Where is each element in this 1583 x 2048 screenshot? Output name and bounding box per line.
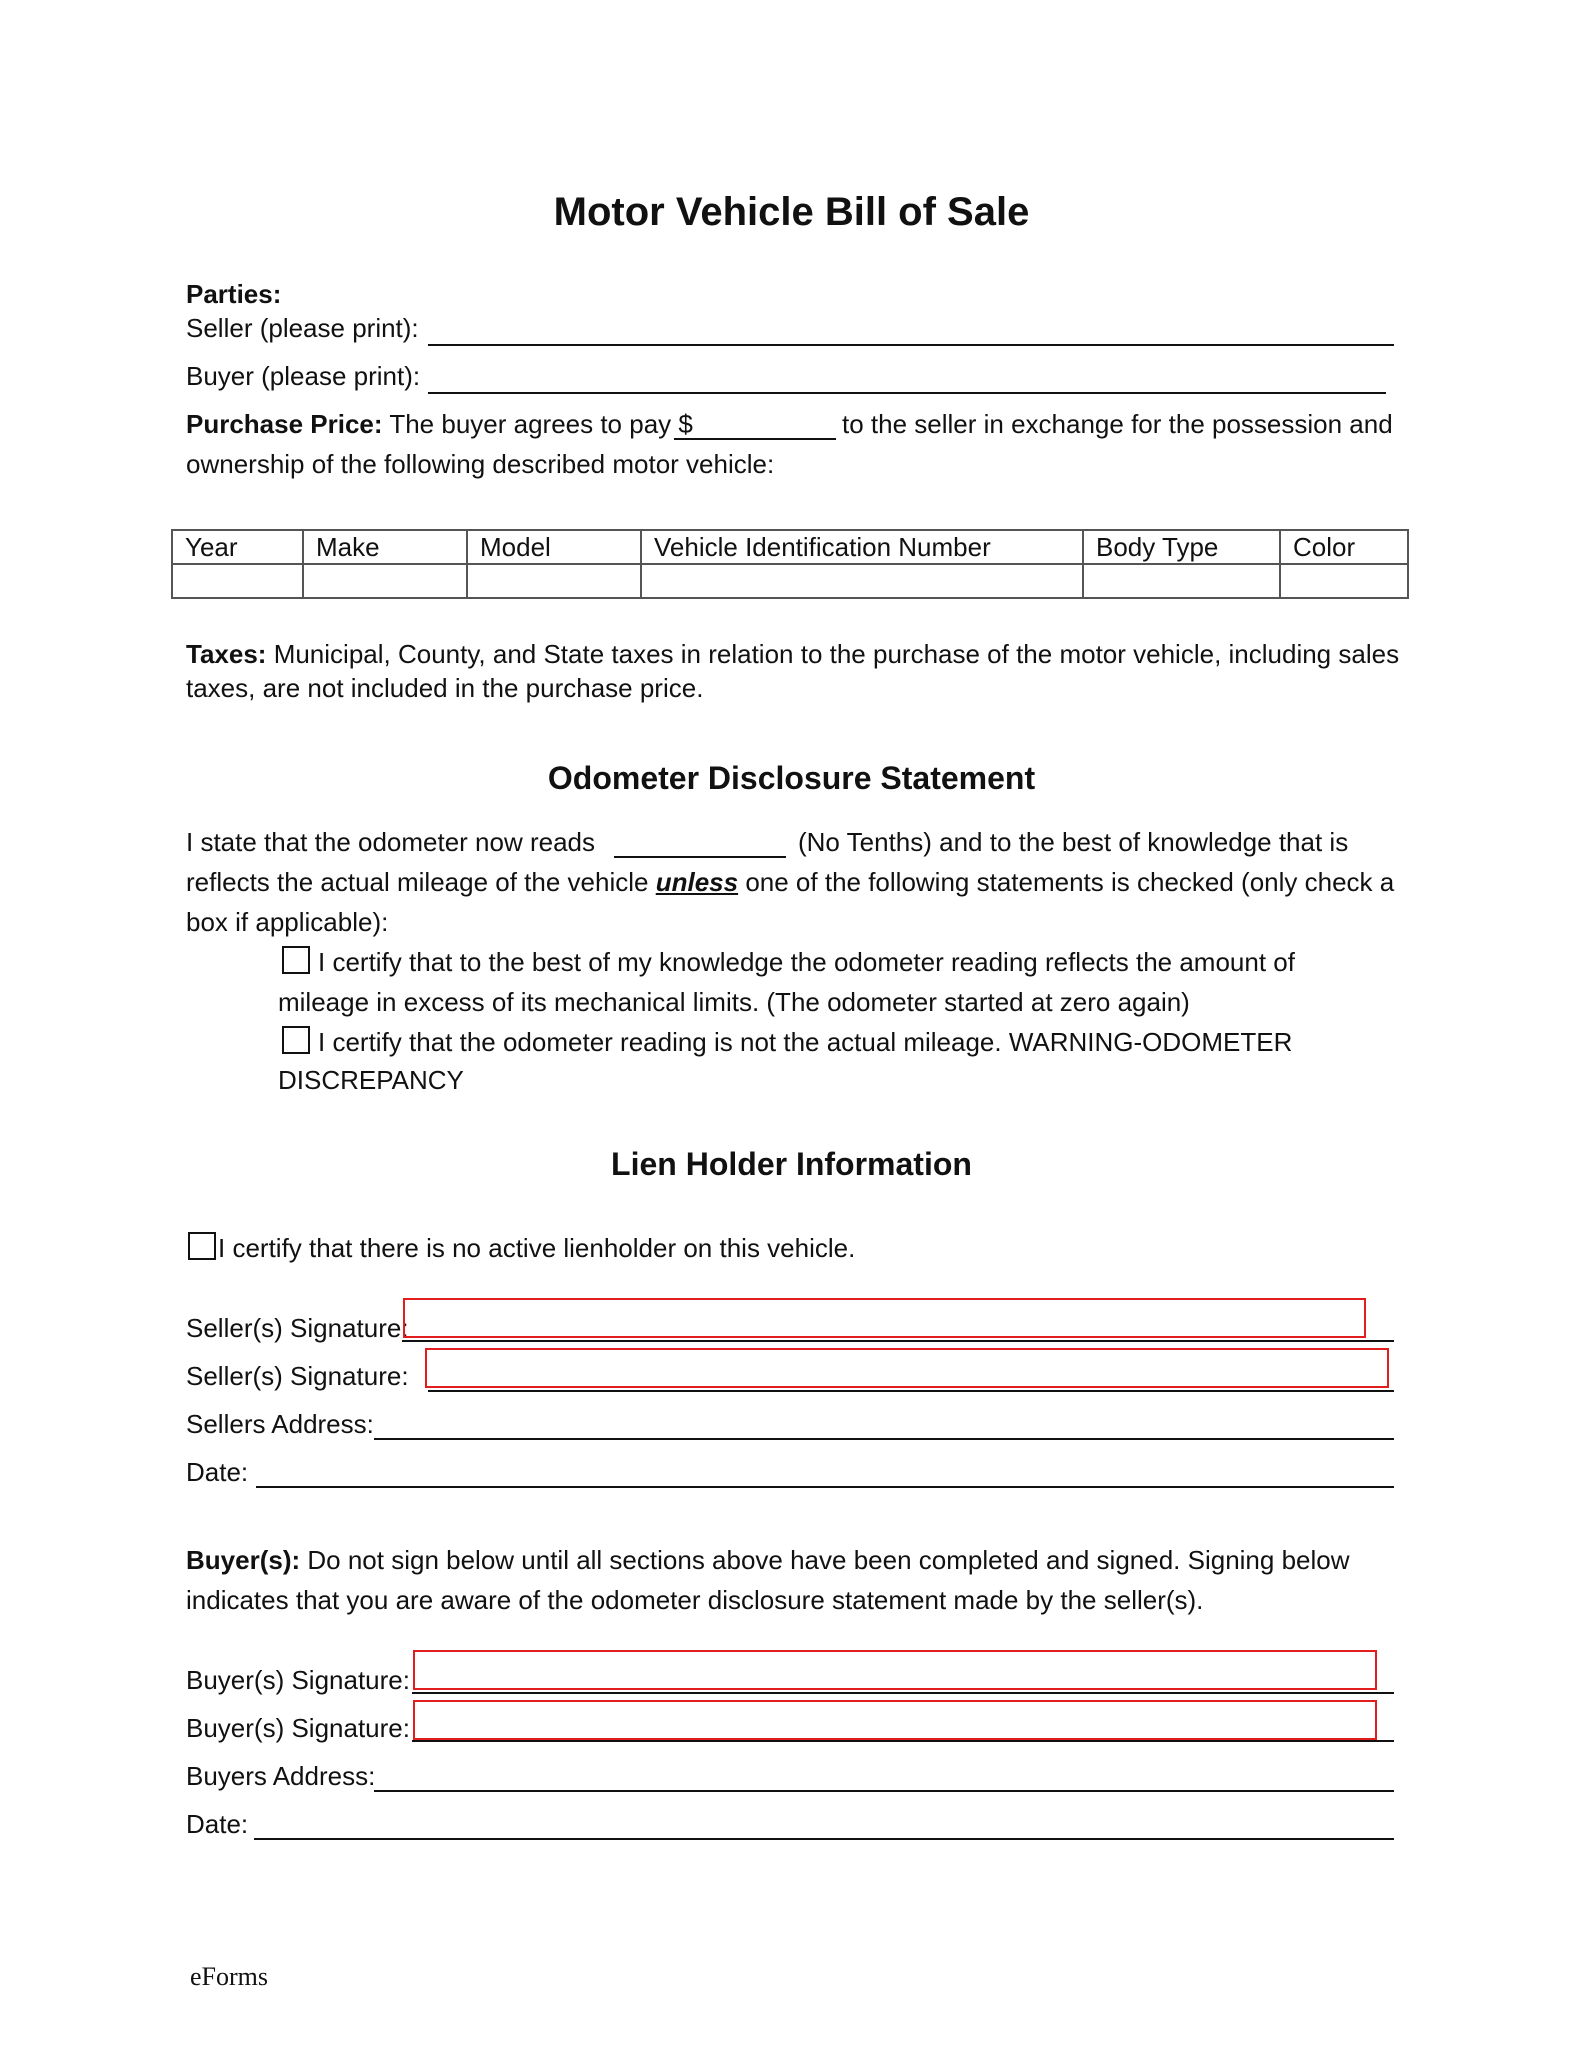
buyer-signature-label-2: Buyer(s) Signature: — [186, 1713, 410, 1743]
odometer-option2-line2: DISCREPANCY — [278, 1065, 464, 1095]
buyer-signature-field-1[interactable] — [413, 1650, 1377, 1690]
seller-signature-label-1: Seller(s) Signature: — [186, 1313, 409, 1343]
seller-date-label: Date: — [186, 1457, 249, 1487]
no-lienholder-checkbox[interactable] — [188, 1232, 216, 1260]
odometer-heading: Odometer Disclosure Statement — [547, 760, 1036, 796]
buyer-address-field[interactable] — [374, 1790, 1394, 1792]
odometer-line1-after: (No Tenths) and to the best of knowledge that is — [798, 827, 1349, 857]
odometer-option2-checkbox[interactable] — [282, 1026, 310, 1054]
buyer-name-field[interactable] — [428, 392, 1386, 394]
buyer-address-label: Buyers Address: — [186, 1761, 376, 1791]
odometer-option2-line1: I certify that the odometer reading is not the actual mileage. WARNING-ODOMETER — [318, 1027, 1293, 1057]
odometer-line2 — [186, 866, 1394, 898]
seller-address-label: Sellers Address: — [186, 1409, 374, 1439]
seller-signature-line-1 — [402, 1340, 1394, 1342]
vehicle-table-header-year: Year — [172, 530, 303, 564]
buyer-name-label: Buyer (please print): — [186, 361, 421, 391]
buyer-date-field[interactable] — [254, 1838, 1394, 1840]
odometer-line3: box if applicable): — [186, 907, 389, 937]
purchase-price-line1 — [186, 408, 693, 440]
buyer-notice-label: Buyer(s): — [186, 1545, 301, 1575]
vehicle-make-cell[interactable] — [303, 564, 467, 598]
taxes-line2: taxes, are not included in the purchase price. — [186, 673, 704, 703]
odometer-option1-line1: I certify that to the best of my knowledge the odometer reading reflects the amount of — [318, 947, 1295, 977]
vehicle-body-type-cell[interactable] — [1083, 564, 1280, 598]
seller-address-field[interactable] — [374, 1438, 1394, 1440]
odometer-option1-line2: mileage in excess of its mechanical limits. (The odometer started at zero again) — [278, 987, 1190, 1017]
vehicle-table-header-row — [172, 530, 1408, 564]
buyer-notice-text: Do not sign below until all sections above have been completed and signed. Signing below — [307, 1545, 1350, 1575]
buyer-notice-line1 — [186, 1544, 1350, 1576]
taxes-line1 — [186, 638, 1399, 670]
purchase-price-line2: ownership of the following described motor vehicle: — [186, 449, 775, 479]
seller-signature-field-2[interactable] — [425, 1348, 1389, 1388]
seller-signature-line-2 — [428, 1390, 1394, 1392]
lien-heading: Lien Holder Information — [611, 1146, 972, 1182]
buyer-signature-field-2[interactable] — [413, 1700, 1377, 1740]
taxes-text: Municipal, County, and State taxes in relation to the purchase of the motor vehicle, including sales — [273, 639, 1400, 669]
purchase-price-label: Purchase Price: — [186, 409, 383, 439]
vehicle-vin-cell[interactable] — [641, 564, 1083, 598]
vehicle-model-cell[interactable] — [467, 564, 641, 598]
vehicle-year-cell[interactable] — [172, 564, 303, 598]
seller-signature-field-1[interactable] — [403, 1298, 1366, 1338]
buyer-notice-line2: indicates that you are aware of the odometer disclosure statement made by the seller(s). — [186, 1585, 1204, 1615]
document-title: Motor Vehicle Bill of Sale — [553, 190, 1030, 234]
vehicle-table-header-vin: Vehicle Identification Number — [641, 530, 1083, 564]
eforms-footer: eForms — [190, 1962, 268, 1991]
seller-signature-label-2: Seller(s) Signature: — [186, 1361, 409, 1391]
seller-name-label: Seller (please print): — [186, 313, 419, 343]
parties-heading: Parties: — [186, 279, 282, 309]
taxes-label: Taxes: — [186, 639, 267, 669]
odometer-reading-field[interactable] — [614, 856, 786, 858]
buyer-date-label: Date: — [186, 1809, 249, 1839]
odometer-option1-checkbox[interactable] — [282, 946, 310, 974]
odometer-line2-after: one of the following statements is checked (only check a — [745, 867, 1395, 897]
buyer-signature-line-2 — [412, 1740, 1394, 1742]
no-lienholder-text: I certify that there is no active lienholder on this vehicle. — [218, 1233, 856, 1263]
seller-date-field[interactable] — [256, 1486, 1394, 1488]
purchase-price-text-before: The buyer agrees to pay $ — [389, 409, 693, 439]
odometer-unless-text: unless — [655, 867, 739, 897]
vehicle-table-header-color: Color — [1280, 530, 1408, 564]
vehicle-table — [171, 529, 1409, 599]
buyer-signature-label-1: Buyer(s) Signature: — [186, 1665, 410, 1695]
odometer-line2-before: reflects the actual mileage of the vehicle — [186, 867, 649, 897]
seller-name-field[interactable] — [428, 344, 1394, 346]
table-row — [172, 564, 1408, 598]
buyer-signature-line-1 — [412, 1692, 1394, 1694]
vehicle-color-cell[interactable] — [1280, 564, 1408, 598]
purchase-price-field[interactable] — [674, 438, 836, 440]
vehicle-table-header-make: Make — [303, 530, 467, 564]
purchase-price-text-after: to the seller in exchange for the possession and — [842, 409, 1393, 439]
odometer-line1-before: I state that the odometer now reads — [186, 827, 596, 857]
vehicle-table-header-body-type: Body Type — [1083, 530, 1280, 564]
vehicle-table-header-model: Model — [467, 530, 641, 564]
